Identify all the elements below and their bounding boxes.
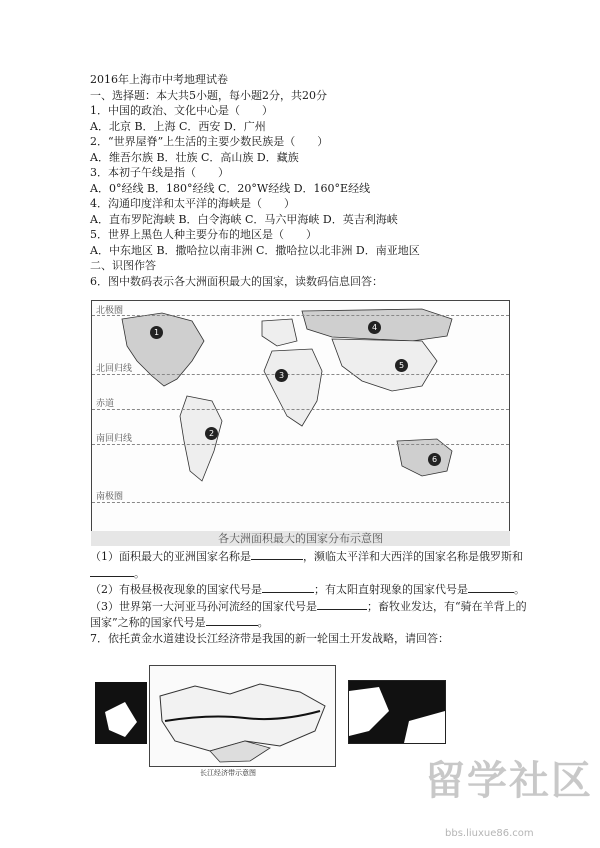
answer-blank[interactable] (90, 565, 134, 577)
q6-sub2-b: ；有太阳直射现象的国家代号是 (314, 583, 468, 596)
question-4-options: A．直布罗陀海峡 B．白令海峡 C．马六甲海峡 D．英吉利海峡 (90, 212, 398, 226)
world-map (91, 300, 510, 532)
lat-label-cancer: 北回归线 (96, 364, 133, 374)
lat-label-arctic: 北极圈 (96, 306, 124, 316)
map-marker-4: 4 (368, 321, 381, 334)
question-7-stem: 7．依托黄金水道建设长江经济带是我国的新一轮国土开发战略，请回答： (90, 631, 449, 645)
q6-sub1-b: ，濒临太平洋和大西洋的国家名称是俄罗斯和 (303, 550, 523, 563)
arctic-circle-line (92, 315, 509, 316)
exam-title: 2016年上海市中考地理试卷 (90, 73, 228, 86)
lat-label-capricorn: 南回归线 (96, 434, 133, 444)
question-3-stem: 3．本初子午线是指（ ） (90, 166, 229, 179)
yangtze-map-shapes (150, 666, 335, 766)
question-6-subparts (90, 548, 535, 646)
right-map-fragment (348, 680, 446, 744)
yangtze-map-caption: 长江经济带示意图 (200, 769, 256, 777)
lat-label-antarctic: 南极圈 (96, 492, 124, 502)
antarctic-circle-line (92, 502, 509, 503)
question-4-stem: 4．沟通印度洋和太平洋的海峡是（ ） (90, 197, 295, 210)
tropic-cancer-line (92, 374, 509, 375)
q6-sub1-a: （1）面积最大的亚洲国家名称是 (90, 550, 251, 563)
question-6-stem: 6．图中数码表示各大洲面积最大的国家，读数码信息回答： (90, 274, 383, 288)
map-marker-6: 6 (428, 453, 441, 466)
q6-sub2-a: （2）有极昼极夜现象的国家代号是 (90, 583, 262, 596)
lat-label-equator: 赤道 (96, 399, 115, 409)
map-marker-5: 5 (395, 359, 408, 372)
map-marker-1: 1 (150, 326, 163, 339)
map-marker-2: 2 (205, 427, 218, 440)
yangtze-economic-belt-map (149, 665, 336, 767)
question-3-options: A．0°经线 B．180°经线 C．20°W经线 D．160°E经线 (90, 181, 371, 195)
q6-sub2 (90, 581, 535, 598)
answer-blank[interactable] (468, 581, 514, 593)
question-5-options: A．中东地区 B．撒哈拉以南非洲 C．撒哈拉以北非洲 D．南亚地区 (90, 243, 420, 257)
q6-sub2-c: 。 (514, 583, 525, 596)
watermark-logo-text: 留学社区 (425, 758, 593, 804)
tropic-capricorn-line (92, 444, 509, 445)
q6-sub3-b: ；畜牧业发达，有“骑在羊背上的国家”之称的国家代号是 (90, 599, 527, 629)
question-1-options: A．北京 B．上海 C．西安 D．广州 (90, 119, 266, 133)
map-marker-3: 3 (275, 369, 288, 382)
right-map-shape (349, 681, 445, 743)
section-heading-choice: 一、选择题：本大共5小题，每小题2分，共20分 (90, 88, 327, 102)
section-heading-map: 二、识图作答 (90, 259, 156, 272)
question-2-options: A．维吾尔族 B．壮族 C．高山族 D．藏族 (90, 150, 299, 164)
right-map-label: 乙 (435, 728, 443, 738)
text-block (90, 72, 530, 289)
equator-line (92, 409, 509, 410)
left-map-fragment (95, 682, 147, 744)
q6-sub1-c: 。 (134, 566, 145, 580)
map-caption: 各大洲面积最大的国家分布示意图 (91, 531, 510, 546)
q6-sub1 (90, 548, 535, 581)
answer-blank[interactable] (262, 581, 314, 593)
watermark-url: bbs.liuxue86.com (445, 828, 534, 839)
question-1-stem: 1．中国的政治、文化中心是（ ） (90, 104, 273, 117)
answer-blank[interactable] (251, 548, 303, 560)
q6-sub3 (90, 598, 535, 631)
q6-sub3-a: （3）世界第一大河亚马孙河流经的国家代号是 (90, 599, 317, 613)
left-map-shape (95, 682, 147, 744)
question-5-stem: 5．世界上黑色人种主要分布的地区是（ ） (90, 228, 317, 241)
watermark (425, 758, 595, 842)
answer-blank[interactable] (206, 614, 258, 626)
answer-blank[interactable] (317, 598, 367, 610)
question-2-stem: 2．“世界屋脊”上生活的主要少数民族是（ ） (90, 135, 329, 148)
q6-sub3-c: 。 (257, 616, 269, 629)
